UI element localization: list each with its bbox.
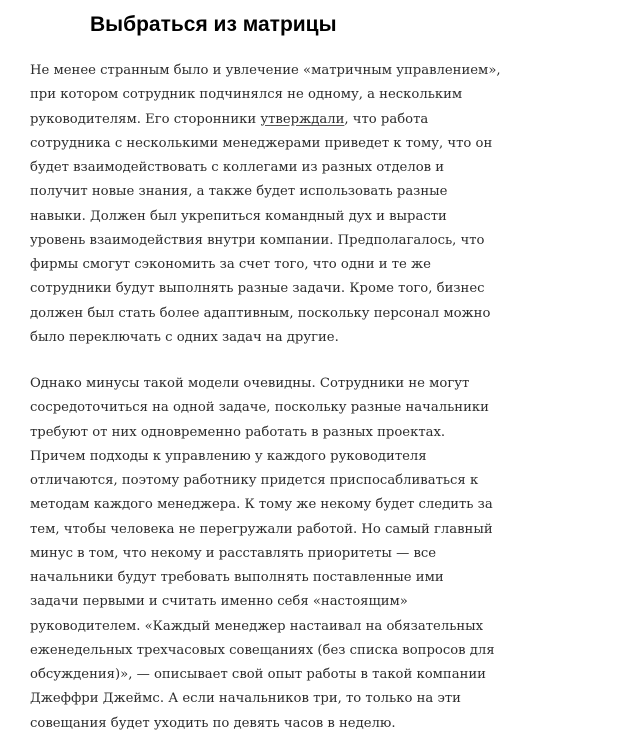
text-line: Однако минусы такой модели очевидны. Сотрудники не могут — [30, 376, 470, 391]
text-line: будет взаимодействовать с коллегами из разных отделов и — [30, 160, 445, 175]
text-line: Не менее странным было и увлечение «матричным управлением», — [30, 63, 501, 78]
link-utverzhdali[interactable]: утверждали — [260, 111, 345, 127]
text-line: совещания будет уходить по девять часов в неделю. — [30, 715, 396, 731]
page-title: Выбраться из матрицы — [90, 13, 337, 36]
text-line: начальники будут требовать выполнять поставленные ими — [30, 570, 444, 585]
paragraph-2 — [30, 372, 610, 736]
text-line: методам каждого менеджера. К тому же некому будет следить за — [30, 497, 493, 513]
text-line: Причем подходы к управлению у каждого руководителя — [30, 448, 427, 464]
text-line: фирмы смогут сэкономить за счет того, что одни и те же — [30, 257, 431, 272]
text-line: было переключать с одних задач на другие. — [30, 329, 339, 345]
text-line: обсуждения)», — описывает свой опыт работы в такой компании — [30, 667, 486, 682]
text-line: отличаются, поэтому работнику придется приспосабливаться к — [30, 473, 479, 488]
text-line: руководителем. «Каждый менеджер настаивал на обязательных — [30, 618, 484, 634]
text-line: получит новые знания, а также будет использовать разные — [30, 184, 448, 200]
text-segment: руководителям. Его сторонники — [30, 111, 261, 127]
text-line: навыки. Должен был укрепиться командный дух и вырасти — [30, 208, 447, 224]
text-line: должен был стать более адаптивным, поскольку персонал можно — [30, 305, 491, 321]
text-line: минус в том, что некому и расставлять приоритеты — все — [30, 545, 437, 561]
text-line: сотрудника с несколькими менеджерами приведет к тому, что он — [30, 135, 493, 151]
text-line: еженедельных трехчасовых совещаниях (без списка вопросов для — [30, 642, 495, 658]
text-line: уровень взаимодействия внутри компании. Предполагалось, что — [30, 232, 485, 248]
text-line: Джеффри Джеймс. А если начальников три, то только на эти — [30, 691, 461, 707]
article-body — [30, 59, 610, 736]
paragraph-1 — [30, 59, 610, 350]
text-line: тем, чтобы человека не перегружали работой. Но самый главный — [30, 521, 493, 537]
text-line: требуют от них одновременно работать в разных проектах. — [30, 424, 446, 440]
text-line: при котором сотрудник подчинялся не одному, а нескольким — [30, 87, 463, 103]
text-segment: , что работа — [344, 111, 429, 127]
text-line: сосредоточиться на одной задаче, поскольку разные начальники — [30, 400, 489, 416]
text-line: задачи первыми и считать именно себя «настоящим» — [30, 594, 408, 610]
text-line: сотрудники будут выполнять разные задачи. Кроме того, бизнес — [30, 281, 485, 297]
text-line — [30, 108, 610, 132]
